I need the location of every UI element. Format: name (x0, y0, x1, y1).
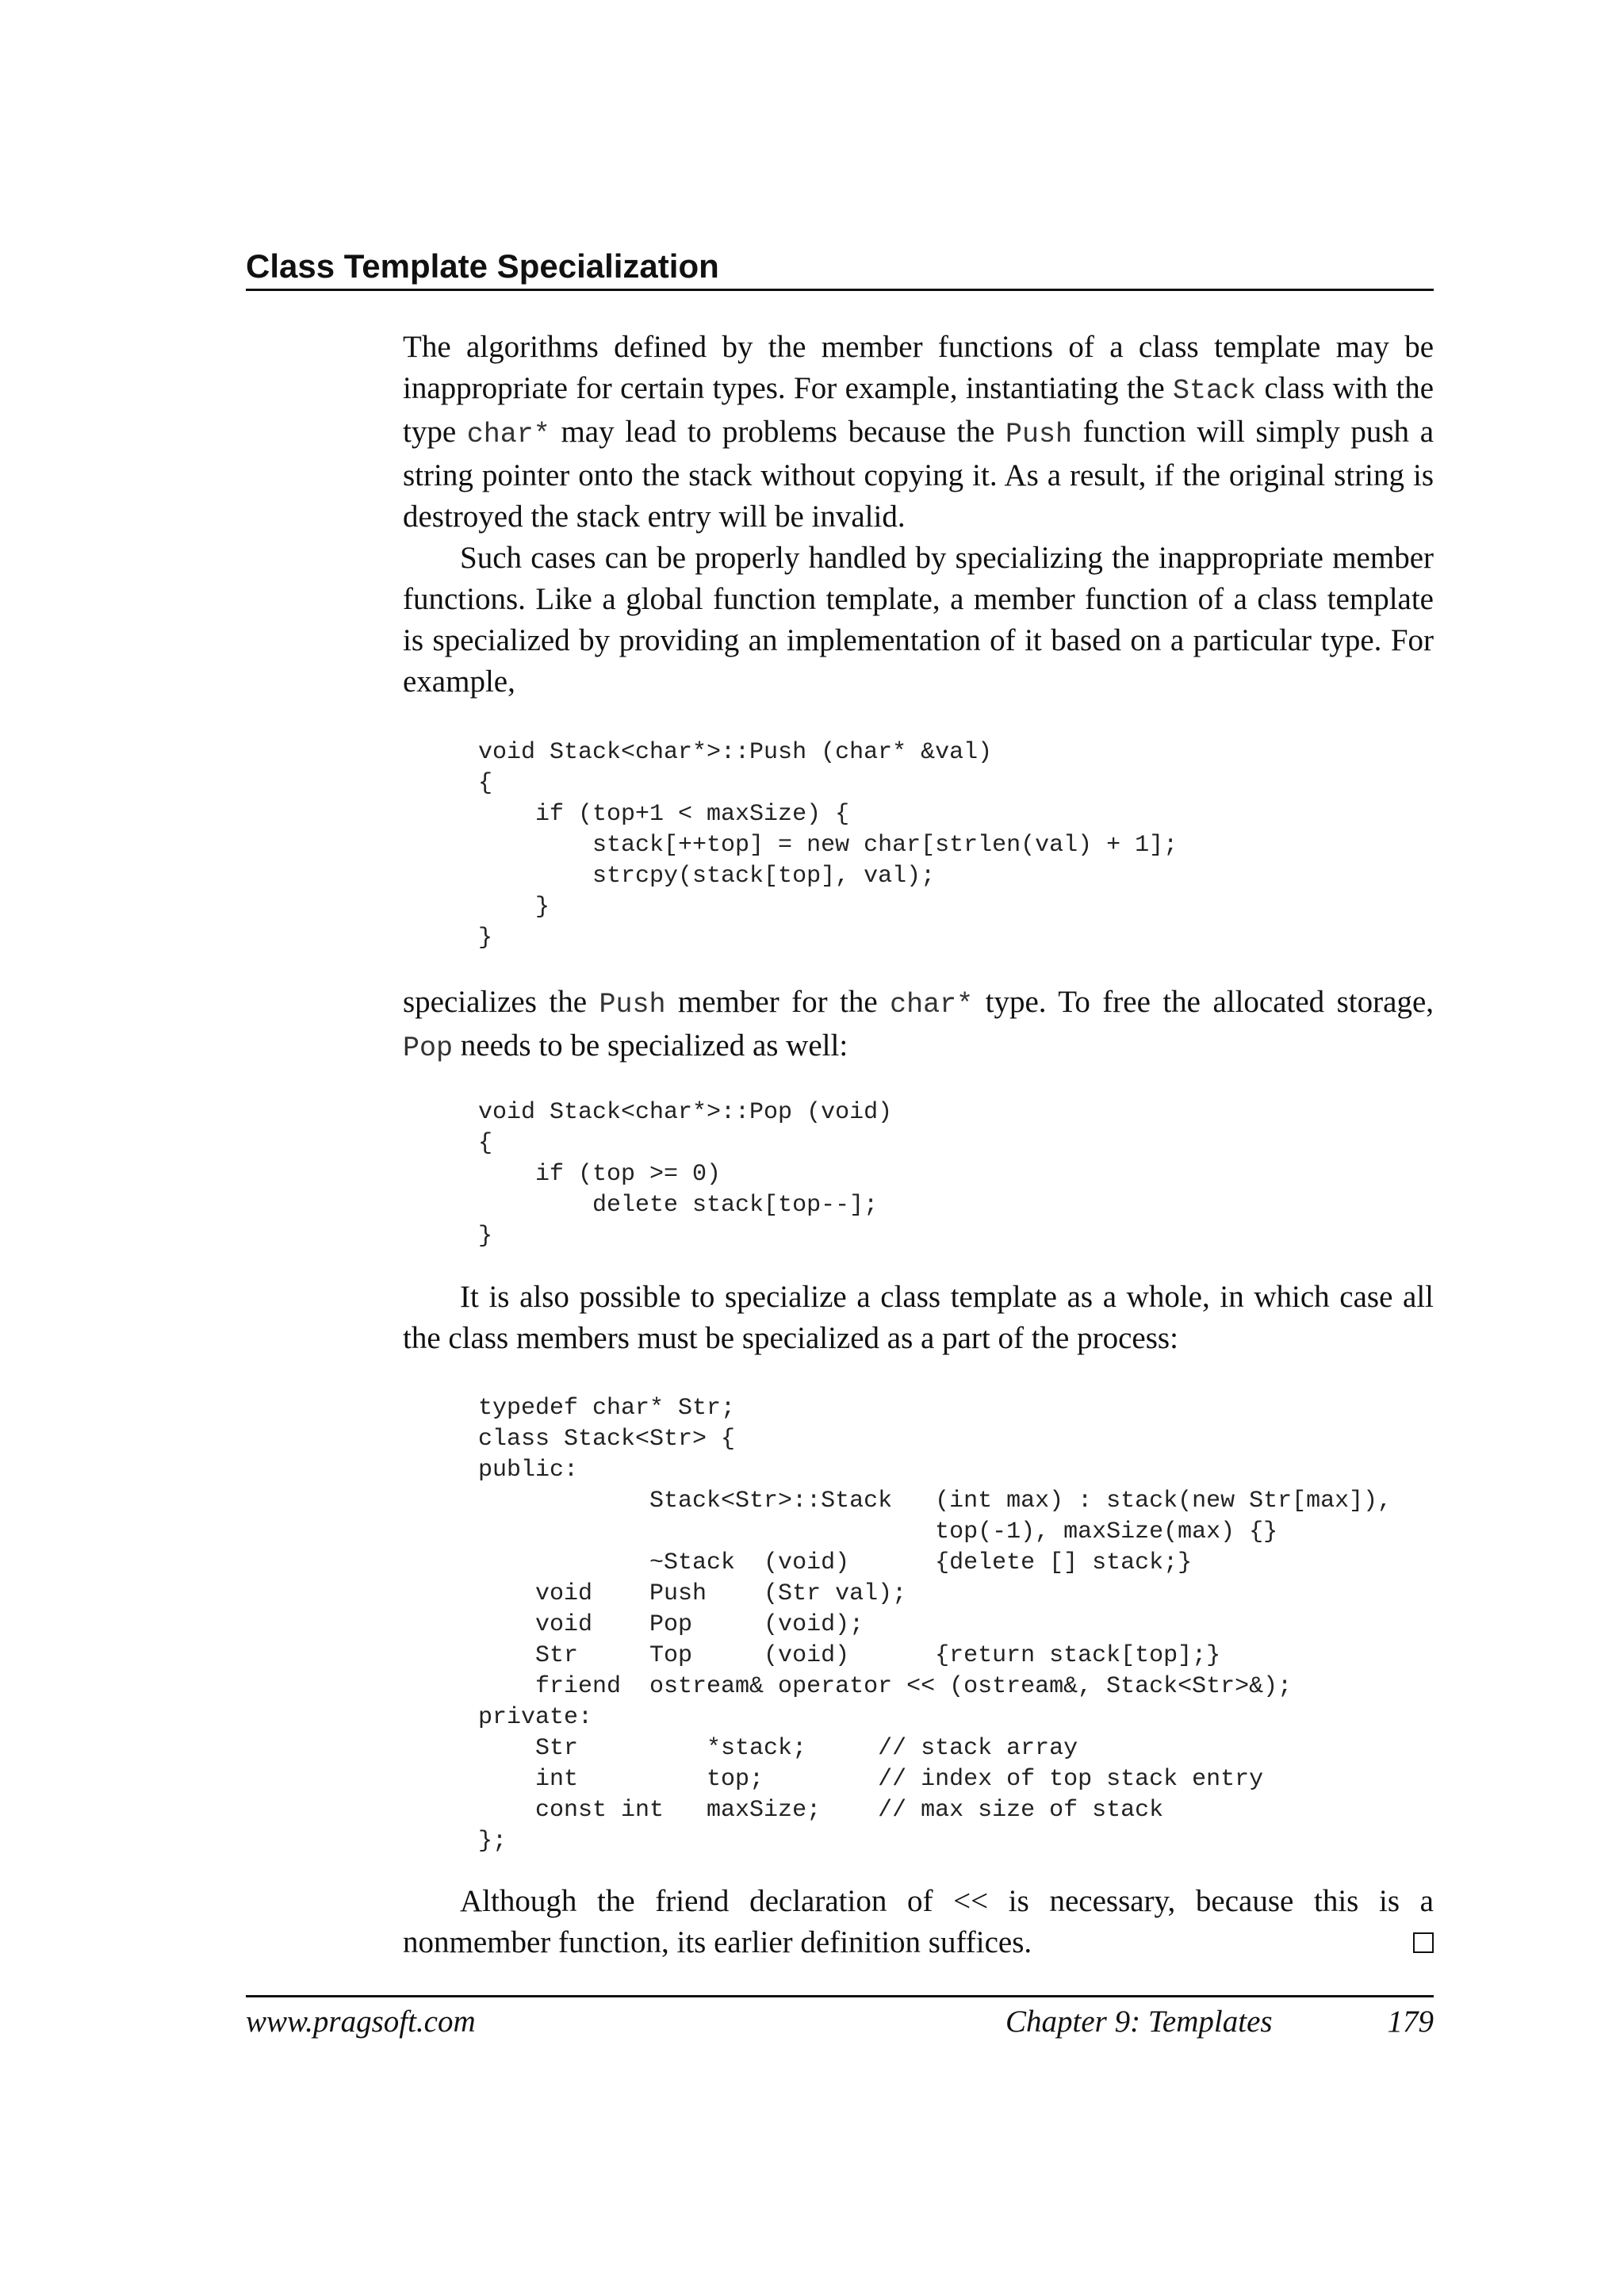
intro-block (403, 327, 1434, 703)
inline-code-char-ptr-2: char* (890, 989, 974, 1021)
paragraph-4: It is also possible to specialize a class template as a whole, in which case all the class members must be specialized as a part of the process: (403, 1280, 1434, 1355)
p1-text-2: class with the type (403, 371, 1434, 449)
paragraph-2: Such cases can be properly handled by specializing the inappropriate member functions. Like a global function template, a member function of a class template is specialized by providing an implementation of it based on a particular type. For example, (403, 541, 1434, 699)
inline-code-stack: Stack (1173, 375, 1257, 407)
footer-chapter: Chapter 9: Templates (1005, 2005, 1273, 2039)
section-heading: Class Template Specialization (246, 244, 1434, 291)
mid-text-1: specializes the (403, 985, 599, 1019)
whole-class-block (403, 1277, 1434, 1359)
mid-text-2: member for the (665, 985, 891, 1019)
footer-website: www.pragsoft.com (246, 2005, 476, 2039)
code-block-push: void Stack<char*>::Push (char* &val) { if (top+1 < maxSize) { stack[++top] = new char[strlen(val) + 1]; strcpy(stack[top], val); } } (478, 739, 1178, 952)
p1-text-1: The algorithms defined by the member functions of a class template may be inappropriate for certain types. For example, instantiating the (403, 330, 1434, 405)
p1-text-4: function will simply push a string pointer onto the stack without copying it. As a result, if the original string is destroyed the stack entry will be invalid. (403, 415, 1434, 534)
inline-code-push: Push (1005, 419, 1072, 450)
inline-code-pop: Pop (403, 1032, 454, 1064)
inline-code-char-ptr: char* (466, 419, 550, 450)
paragraph-5-line-2: nonmember function, its earlier definition suffices. (403, 1925, 1032, 1959)
mid-text-4: needs to be specialized as well: (453, 1028, 848, 1063)
inline-code-push-2: Push (599, 989, 666, 1021)
code-block-pop: void Stack<char*>::Pop (void) { if (top >= 0) delete stack[top--]; } (478, 1099, 893, 1250)
code-block-class: typedef char* Str; class Stack<Str> { public: Stack<Str>::Stack (int max) : stack(new Str[max]), top(-1), maxSize(max) {} ~Stack (void) {delete [] stack;} void Push (Str val); void Pop (void); Str Top (void) {return stack[top];} friend ostream& operator << (ostream&, Stack<Str>&); private: Str *stack; // stack array int top; // index of top stack entry const int maxSize; // max size of stack }; (478, 1395, 1392, 1855)
paragraph-1 (403, 327, 1434, 538)
footer-rule (246, 1995, 1434, 1997)
paragraph-3 (403, 982, 1434, 1069)
final-block (403, 1881, 1434, 1963)
paragraph-5-line-2-row (403, 1922, 1434, 1963)
mid-block (403, 982, 1434, 1069)
paragraph-5-line-1: Although the friend declaration of << is necessary, because this is a (460, 1884, 1434, 1918)
mid-text-3: type. To free the allocated storage, (973, 985, 1434, 1019)
end-of-section-box-icon (1413, 1932, 1434, 1953)
p1-text-3: may lead to problems because the (550, 415, 1005, 449)
footer-page-number: 179 (1387, 2005, 1434, 2039)
